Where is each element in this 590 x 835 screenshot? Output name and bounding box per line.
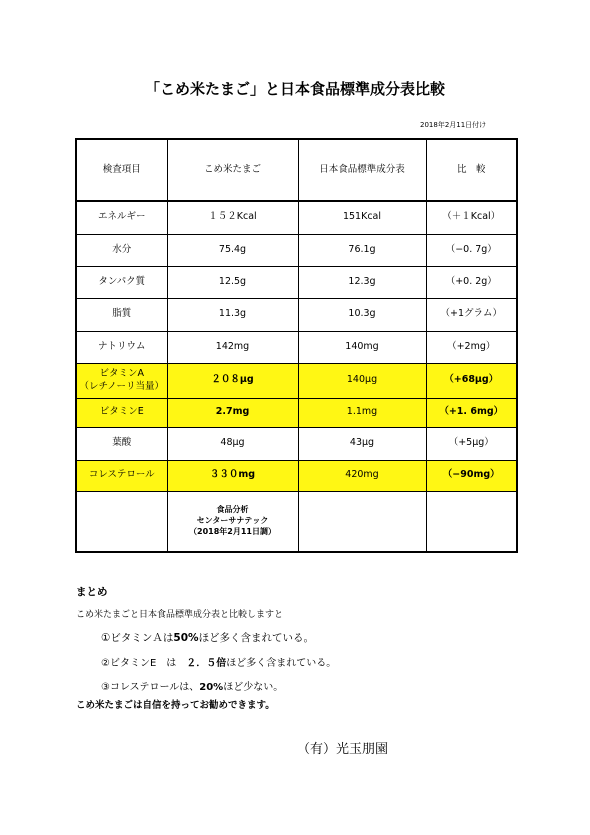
- item-sublabel: （レチノーリ当量）: [79, 380, 165, 392]
- diff-cell: （+1グラム）: [426, 298, 517, 331]
- diff-cell: （+0. 2g）: [426, 266, 517, 298]
- header-diff: 比 較: [426, 139, 517, 201]
- table-row: [76, 266, 517, 298]
- diff-cell: （−0. 7g）: [426, 234, 517, 266]
- source-line-1: 食品分析: [216, 505, 249, 515]
- standard-cell: 76.1g: [298, 234, 426, 266]
- page-title: 「こめ米たまご」と日本食品標準成分表比較: [144, 80, 445, 98]
- point-emphasis: 20%: [199, 682, 224, 693]
- comparison-table: [75, 138, 518, 553]
- egg-cell: 2.7mg: [167, 398, 298, 427]
- item-cell: ビタミンE: [76, 398, 167, 427]
- egg-cell: 11.3g: [167, 298, 298, 331]
- item-cell: 脂質: [76, 298, 167, 331]
- diff-cell: （+1. 6mg）: [426, 398, 517, 427]
- diff-cell: （+5μg）: [426, 427, 517, 460]
- item-cell: ナトリウム: [76, 331, 167, 363]
- table-header-row: [76, 139, 517, 201]
- source-cell: [167, 491, 298, 552]
- table-row: [76, 201, 517, 234]
- summary-intro: こめ米たまごと日本食品標準成分表と比較しますと: [76, 610, 284, 620]
- summary-point-3: [101, 678, 283, 693]
- empty-cell: [298, 491, 426, 552]
- header-standard: 日本食品標準成分表: [298, 139, 426, 201]
- item-cell: タンパク質: [76, 266, 167, 298]
- standard-cell: 43μg: [298, 427, 426, 460]
- summary-point-2: [101, 654, 336, 669]
- egg-cell: ３３０mg: [167, 460, 298, 491]
- source-line-2: センターサナテック: [196, 515, 269, 525]
- item-cell: [76, 363, 167, 398]
- egg-cell: ２０８μg: [167, 363, 298, 398]
- item-cell: 葉酸: [76, 427, 167, 460]
- diff-cell: （+2mg）: [426, 331, 517, 363]
- standard-cell: 12.3g: [298, 266, 426, 298]
- table-row: [76, 427, 517, 460]
- table-row-highlighted: [76, 398, 517, 427]
- source-line-3: （2018年2月11日調）: [189, 526, 276, 536]
- table-row: [76, 234, 517, 266]
- summary-point-1: [101, 630, 314, 645]
- diff-cell: （−90mg）: [426, 460, 517, 491]
- point-text: ①ビタミンＡは: [101, 632, 174, 644]
- diff-cell: （+68μg）: [426, 363, 517, 398]
- item-cell: 水分: [76, 234, 167, 266]
- egg-cell: 75.4g: [167, 234, 298, 266]
- table-row: [76, 331, 517, 363]
- standard-cell: 10.3g: [298, 298, 426, 331]
- diff-cell: （＋１Kcal）: [426, 201, 517, 234]
- document-date: 2018年2月11日付け: [420, 121, 487, 129]
- point-text: ③コレステロールは、: [101, 682, 200, 693]
- standard-cell: 420mg: [298, 460, 426, 491]
- source-row: [76, 491, 517, 552]
- point-text: ほど少ない。: [223, 682, 284, 693]
- standard-cell: 140μg: [298, 363, 426, 398]
- item-cell: コレステロール: [76, 460, 167, 491]
- point-emphasis: 50%: [173, 632, 199, 644]
- table-row-highlighted: [76, 460, 517, 491]
- empty-cell: [426, 491, 517, 552]
- point-emphasis: ２．５倍: [186, 658, 227, 669]
- header-egg: こめ米たまご: [167, 139, 298, 201]
- standard-cell: 151Kcal: [298, 201, 426, 234]
- egg-cell: 48μg: [167, 427, 298, 460]
- standard-cell: 1.1mg: [298, 398, 426, 427]
- item-label: ビタミンA: [99, 367, 144, 379]
- egg-cell: 142mg: [167, 331, 298, 363]
- table-row: [76, 298, 517, 331]
- egg-cell: 12.5g: [167, 266, 298, 298]
- point-text: ほど多く含まれている。: [198, 632, 315, 644]
- header-item: 検査項目: [76, 139, 167, 201]
- company-name: （有）光玉朋園: [297, 742, 389, 757]
- point-text: ほど多く含まれている。: [226, 658, 337, 669]
- point-text: ②ビタミンE は: [101, 658, 187, 669]
- item-cell: エネルギー: [76, 201, 167, 234]
- summary-heading: まとめ: [76, 586, 108, 598]
- table-row-highlighted: [76, 363, 517, 398]
- standard-cell: 140mg: [298, 331, 426, 363]
- summary-closing: こめ米たまごは自信を持ってお勧めできます。: [76, 700, 275, 711]
- empty-cell: [76, 491, 167, 552]
- egg-cell: １５２Kcal: [167, 201, 298, 234]
